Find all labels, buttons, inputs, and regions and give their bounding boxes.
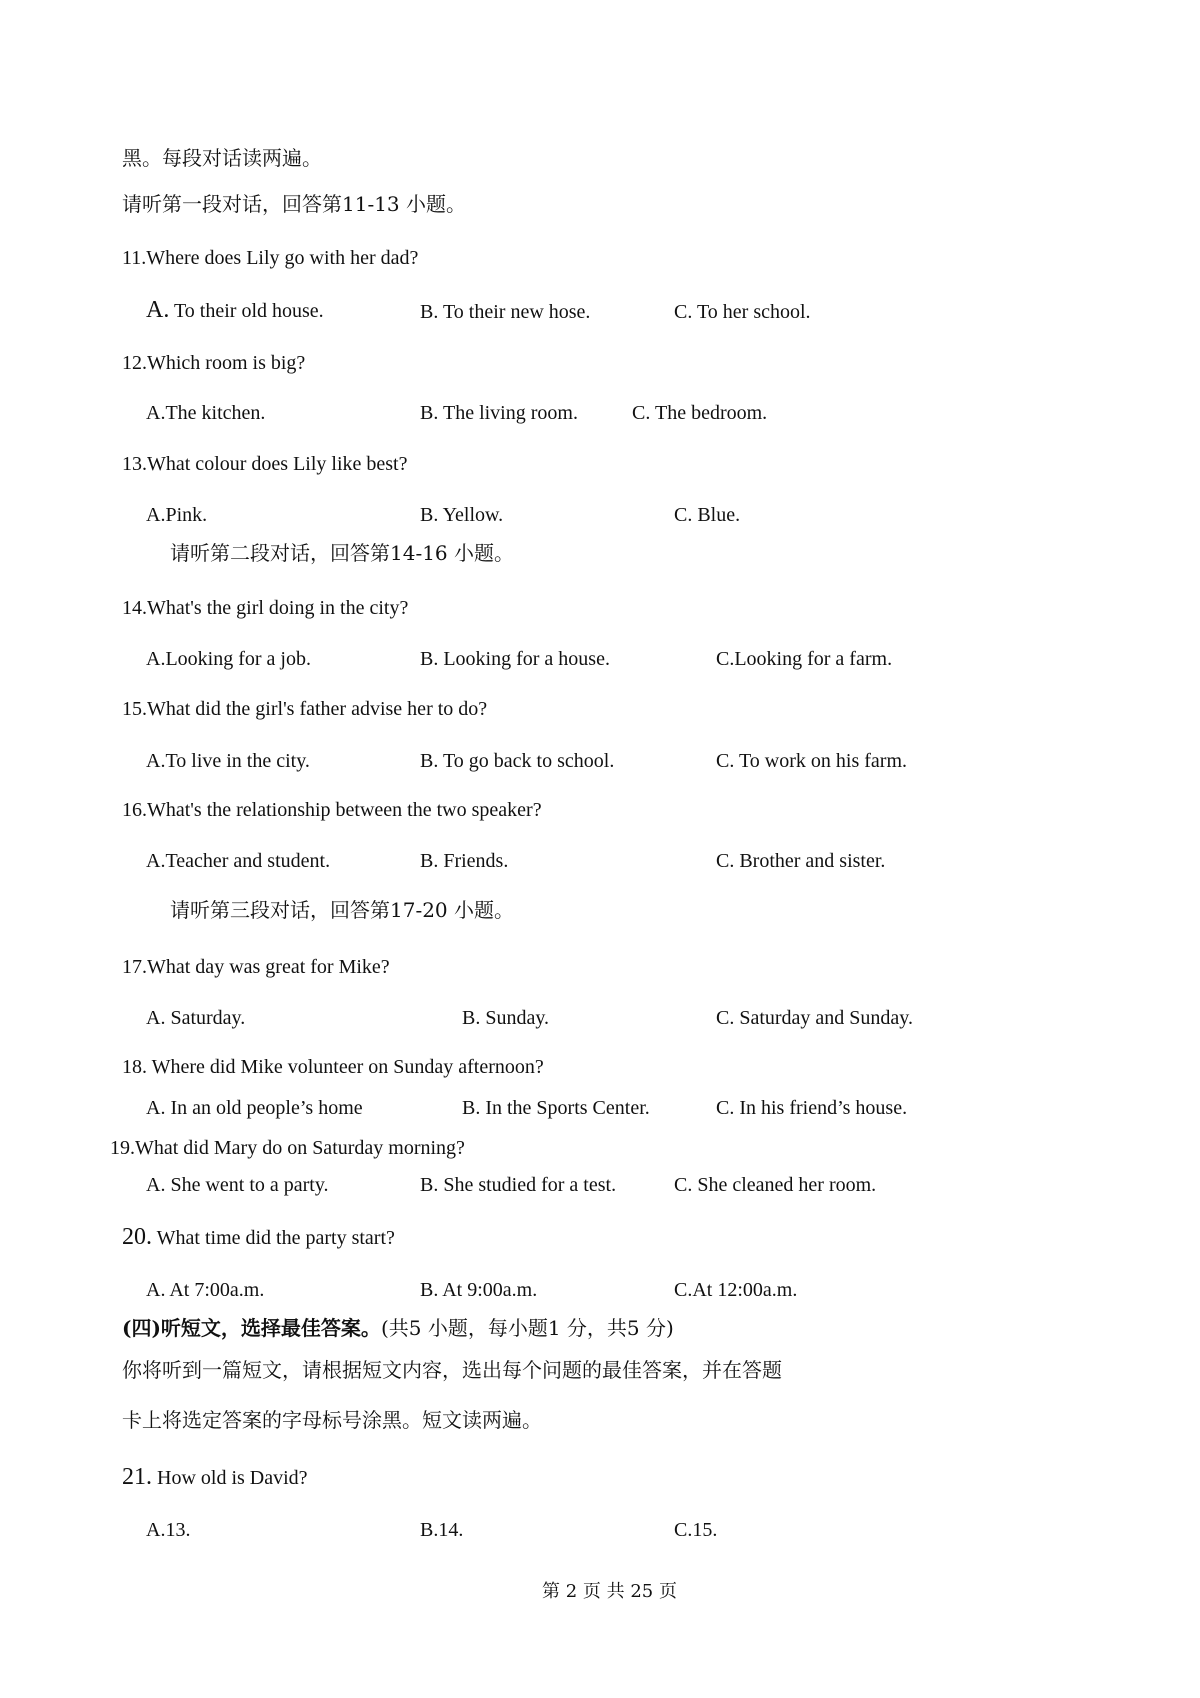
q12-option-b[interactable]: B. The living room. (420, 402, 578, 424)
q18-option-b[interactable]: B. In the Sports Center. (462, 1097, 650, 1119)
q11-option-c[interactable]: C. To her school. (674, 301, 811, 323)
question-12: 12.Which room is big? (122, 352, 306, 374)
q12-option-c[interactable]: C. The bedroom. (632, 402, 768, 424)
q13-option-c[interactable]: C. Blue. (674, 504, 741, 526)
part-4-heading (122, 1316, 674, 1341)
q17-option-a[interactable]: A. Saturday. (146, 1007, 246, 1029)
q21-option-c[interactable]: C.15. (674, 1519, 718, 1541)
q16-option-a[interactable]: A.Teacher and student. (146, 850, 331, 872)
q21-option-b[interactable]: B.14. (420, 1519, 464, 1541)
q21-option-a[interactable]: A.13. (146, 1519, 191, 1541)
question-21-text: How old is David? (152, 1467, 308, 1489)
question-20 (122, 1225, 395, 1250)
question-18: 18. Where did Mike volunteer on Sunday afternoon? (122, 1056, 544, 1078)
q13-option-b[interactable]: B. Yellow. (420, 504, 504, 526)
q17-option-c[interactable]: C. Saturday and Sunday. (716, 1007, 914, 1029)
q16-option-c[interactable]: C. Brother and sister. (716, 850, 886, 872)
q14-option-a[interactable]: A.Looking for a job. (146, 648, 311, 670)
q13-option-a[interactable]: A.Pink. (146, 504, 208, 526)
q12-option-a[interactable]: A.The kitchen. (146, 402, 266, 424)
q20-option-b[interactable]: B. At 9:00a.m. (420, 1279, 538, 1301)
section-2-instruction: 请听第二段对话，回答第14-16 小题。 (170, 541, 515, 565)
q15-option-a[interactable]: A.To live in the city. (146, 750, 310, 772)
part-4-heading-title: (四)听短文，选择最佳答案。 (122, 1316, 381, 1340)
q20-option-a[interactable]: A. At 7:00a.m. (146, 1279, 265, 1301)
q19-option-a[interactable]: A. She went to a party. (146, 1174, 329, 1196)
question-21-number: 21. (122, 1464, 152, 1490)
part-4-instruction-1: 你将听到一篇短文，请根据短文内容，选出每个问题的最佳答案，并在答题 (122, 1358, 782, 1382)
intro-line-1: 黑。每段对话读两遍。 (122, 146, 322, 170)
question-11: 11.Where does Lily go with her dad? (122, 247, 419, 269)
question-19: 19.What did Mary do on Saturday morning? (110, 1137, 465, 1159)
q18-option-c[interactable]: C. In his friend’s house. (716, 1097, 908, 1119)
page-footer: 第 2 页 共 25 页 (542, 1581, 677, 1602)
question-17: 17.What day was great for Mike? (122, 956, 390, 978)
q19-option-c[interactable]: C. She cleaned her room. (674, 1174, 877, 1196)
q11-option-a-text: To their old house. (169, 300, 324, 322)
question-14: 14.What's the girl doing in the city? (122, 597, 409, 619)
q14-option-c[interactable]: C.Looking for a farm. (716, 648, 893, 670)
q14-option-b[interactable]: B. Looking for a house. (420, 648, 610, 670)
q15-option-b[interactable]: B. To go back to school. (420, 750, 615, 772)
part-4-heading-note: (共5 小题，每小题1 分，共5 分) (380, 1316, 674, 1340)
question-20-text: What time did the party start? (152, 1227, 395, 1249)
q11-option-a[interactable] (146, 298, 324, 323)
q16-option-b[interactable]: B. Friends. (420, 850, 509, 872)
intro-line-2: 请听第一段对话，回答第11-13 小题。 (122, 192, 467, 216)
question-21 (122, 1465, 308, 1490)
part-4-instruction-2: 卡上将选定答案的字母标号涂黑。短文读两遍。 (122, 1408, 542, 1432)
question-20-number: 20. (122, 1224, 152, 1250)
q20-option-c[interactable]: C.At 12:00a.m. (674, 1279, 798, 1301)
question-16: 16.What's the relationship between the two speaker? (122, 799, 542, 821)
q11-option-b[interactable]: B. To their new hose. (420, 301, 591, 323)
q15-option-c[interactable]: C. To work on his farm. (716, 750, 907, 772)
q18-option-a[interactable]: A. In an old people’s home (146, 1097, 363, 1119)
q19-option-b[interactable]: B. She studied for a test. (420, 1174, 617, 1196)
q11-option-a-letter: A. (146, 297, 170, 323)
section-3-instruction: 请听第三段对话，回答第17-20 小题。 (170, 898, 515, 922)
question-15: 15.What did the girl's father advise her to do? (122, 698, 488, 720)
question-13: 13.What colour does Lily like best? (122, 453, 408, 475)
q17-option-b[interactable]: B. Sunday. (462, 1007, 550, 1029)
